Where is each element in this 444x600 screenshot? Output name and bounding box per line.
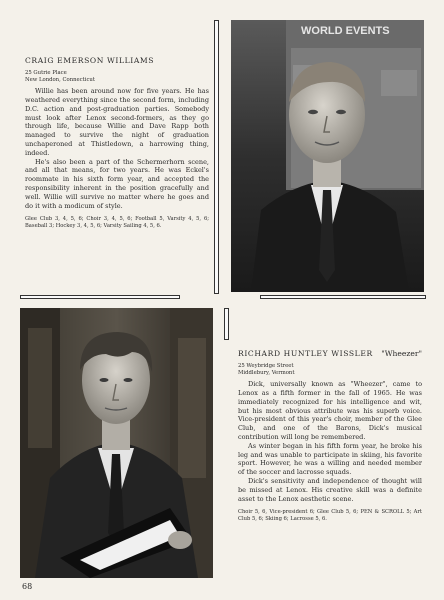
portrait-illustration [231, 20, 424, 292]
bio-wissler [238, 349, 422, 523]
page-number: 68 [22, 582, 33, 591]
student-name: CRAIG EMERSON WILLIAMS [25, 56, 155, 65]
divider-vertical-top [214, 20, 219, 294]
portrait-photo-wissler [20, 308, 213, 578]
bio-paragraph: As winter began in his fifth form year, he broke his leg and was unable to participate in skiing, his favorite sport. However, he was a willing and needed member of the soccer and lacrosse squads. [238, 441, 422, 477]
student-nickname: "Wheezer" [381, 349, 422, 358]
student-address: 25 Weybridge Street Middlebury, Vermont [238, 363, 295, 376]
activities-list: Glee Club 3, 4, 5, 6; Choir 3, 4, 5, 6; Football 5, Varsity 4, 5, 6; Baseball 3; Hockey 3, 4, 5, 6; Varsity Sailing 4, 5, 6. [25, 216, 209, 230]
activities-list: Choir 5, 6, Vice-president 6; Glee Club 5, 6; PEN & SCROLL 5; Art Club 5, 6; Skiing 6; Lacrosse 5, 6. [238, 509, 422, 523]
portrait-photo-williams [231, 20, 424, 292]
bio-paragraph: Dick's sensitivity and independence of thought will be missed at Lenox. His creative skill was a definite asset to the Lenox aesthetic scene. [238, 476, 422, 503]
divider-vertical-bottom [224, 308, 229, 340]
poster-title: WORLD EVENTS [301, 25, 390, 37]
portrait-illustration [20, 308, 213, 578]
bio-paragraph: He's also been a part of the Schermerhorn scene, and all that means, for two years. He was Eckel's roommate in his sixth form year, and accepted the responsibility inherent in the position gracefully and well. Willie will survive no matter where he goes and do it with a modicum of style. [25, 157, 209, 210]
divider-horizontal-left [20, 295, 180, 299]
bio-paragraph: Willie has been around now for five years. He has weathered everything since the second form, including D.C. action and post-graduation parties. Somebody must look after Lenox second-formers, as they go through life, because Willie and Dave Rapp both managed to survive the night of graduation unchaperoned at Thistledown, a harrowing thing, indeed. [25, 87, 209, 157]
student-address: 25 Gutrie Place New London, Connecticut [25, 70, 95, 83]
name-row [238, 349, 422, 358]
bio-williams [25, 56, 209, 230]
bio-paragraph: Dick, universally known as "Wheezer", came to Lenox as a fifth former in the fall of 1965. He was immediately recognized for his intelligence and wit, but his most obvious attribute was his superb voice. Vice-president of this year's choir, member of the Glee Club, and one of the Barons, Dick's musical contribution will long be remembered. [238, 380, 422, 441]
divider-horizontal-right [260, 295, 426, 299]
student-name: RICHARD HUNTLEY WISSLER [238, 349, 373, 358]
